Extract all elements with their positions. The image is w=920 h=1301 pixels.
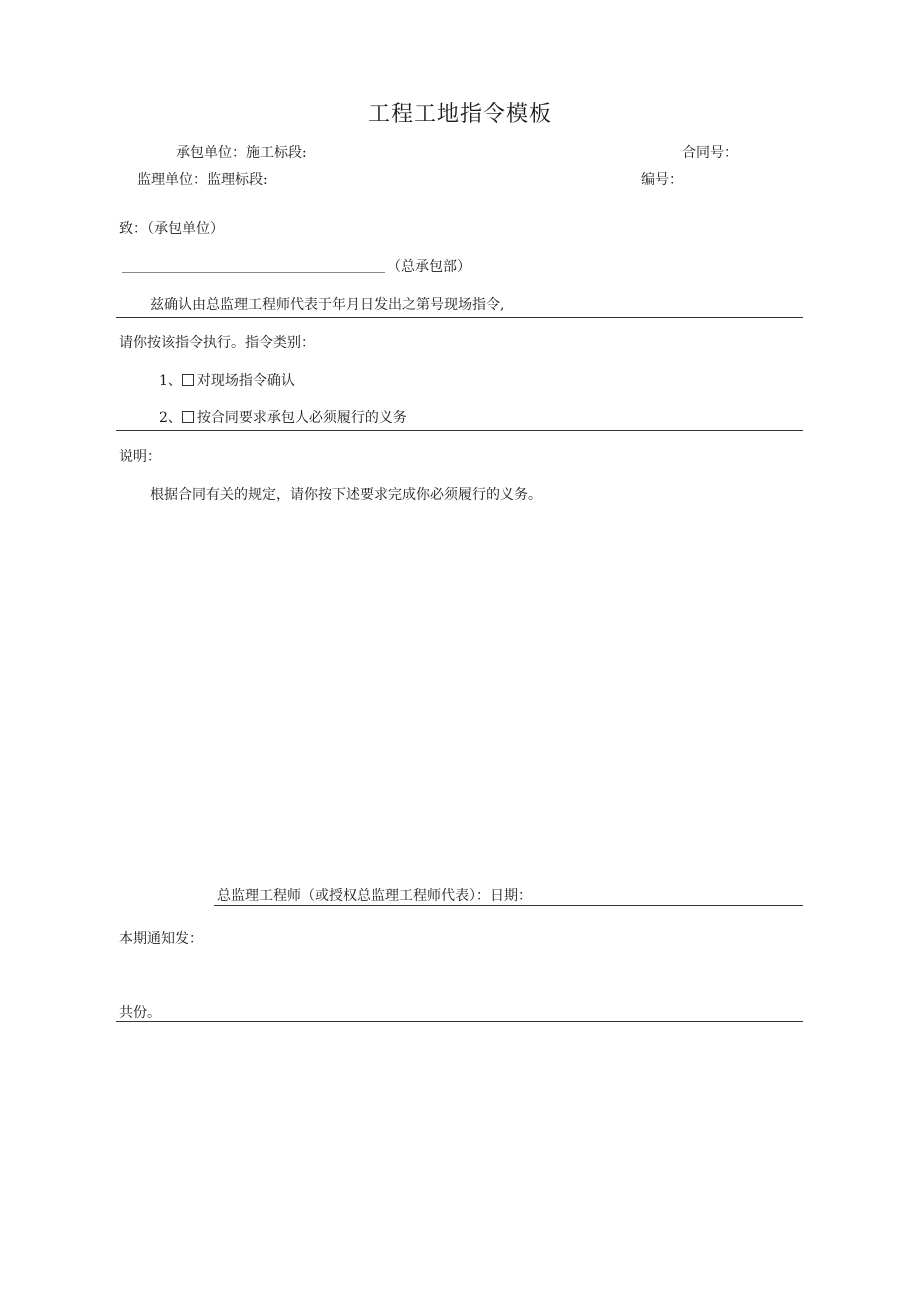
supervisor-label: 监理单位：监理标段:: [137, 172, 268, 188]
option-1-number: 1、: [159, 373, 182, 389]
option-2: [159, 409, 407, 427]
option-2-label: 按合同要求承包人必须履行的义务: [196, 410, 407, 426]
copies-label: 共份。: [119, 1005, 161, 1021]
serial-no-label: 编号：: [641, 172, 683, 188]
divider-2: [116, 430, 803, 431]
divider-1: [116, 317, 803, 318]
execute-text: 请你按该指令执行。指令类别：: [119, 335, 315, 351]
option-1-checkbox[interactable]: [182, 374, 194, 386]
to-label: 致：（承包单位）: [119, 221, 224, 237]
option-1: [159, 372, 295, 390]
explanation-label: 说明：: [119, 449, 161, 465]
option-2-number: 2、: [159, 410, 182, 426]
option-1-label: 对现场指令确认: [196, 373, 295, 389]
signature-underline: [214, 905, 803, 906]
contractor-label: 承包单位：施工标段:: [176, 145, 307, 161]
document-title: 工程工地指令模板: [367, 102, 552, 127]
confirm-text: 兹确认由总监理工程师代表于年月日发出之第号现场指令,: [150, 297, 505, 313]
general-contractor-fill-line: [122, 272, 385, 273]
distribution-label: 本期通知发：: [119, 931, 203, 947]
contract-no-label: 合同号：: [682, 145, 738, 161]
signature-line: 总监理工程师（或授权总监理工程师代表）：日期：: [217, 888, 532, 904]
option-2-checkbox[interactable]: [182, 411, 194, 423]
general-contractor-label: （总承包部）: [387, 259, 471, 275]
explanation-text: 根据合同有关的规定，请你按下述要求完成你必须履行的义务。: [150, 487, 542, 503]
copies-underline: [116, 1021, 803, 1022]
